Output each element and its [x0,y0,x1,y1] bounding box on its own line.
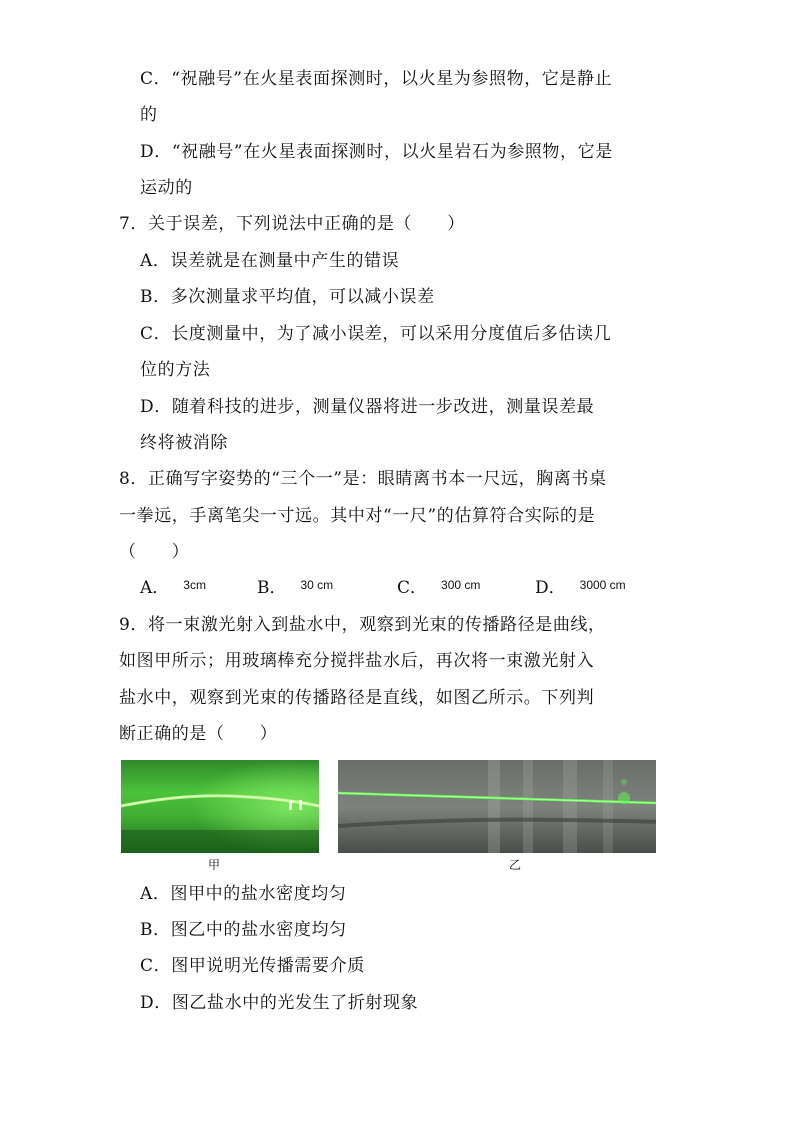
figure-yi-caption: 乙 [509,858,522,872]
q8-option-a-value: 3cm [183,578,206,592]
q9-stem-line2: 如图甲所示；用玻璃棒充分搅拌盐水后，再次将一束激光射入 [119,651,595,671]
q7-option-d-line1: D．随着科技的进步，测量仪器将进一步改进，测量误差最 [140,397,595,417]
q7-option-c-line2: 位的方法 [140,360,211,380]
q8-option-c-value: 300 cm [441,578,481,592]
q9-stem-line3: 盐水中，观察到光束的传播路径是直线，如图乙所示。下列判 [119,688,595,708]
q9-option-d: D．图乙盐水中的光发生了折射现象 [140,993,419,1013]
q9-stem-line1: 9．将一束激光射入到盐水中，观察到光束的传播路径是曲线， [119,615,606,635]
q9-stem-line4: 断正确的是（ ） [119,724,278,744]
q9-option-a: A．图甲中的盐水密度均匀 [140,884,347,904]
q7-option-b: B．多次测量求平均值，可以减小误差 [140,287,435,307]
q8-option-b-value: 30 cm [300,578,334,592]
q8-option-d-value: 3000 cm [579,578,626,592]
q6-option-d-line2: 运动的 [140,178,193,198]
q9-option-c: C．图甲说明光传播需要介质 [140,956,365,976]
figure-jia-image [121,760,319,853]
q8-option-c-letter: C． [397,578,428,598]
q7-stem: 7．关于误差，下列说法中正确的是（ ） [119,214,465,234]
q9-option-b: B．图乙中的盐水密度均匀 [140,920,347,940]
figure-jia-curved-laser [121,760,319,853]
q6-option-d-line1: D．“祝融号”在火星表面探测时，以火星岩石为参照物，它是 [140,142,613,162]
q8-option-b-letter: B． [257,578,287,598]
q8-option-d [535,577,626,600]
q8-option-b [257,577,333,600]
q7-option-d-line2: 终将被消除 [140,433,228,453]
q7-option-a: A．误差就是在测量中产生的错误 [140,251,400,271]
q8-option-d-letter: D． [535,578,566,598]
q8-stem-line1: 8．正确写字姿势的“三个一”是：眼睛离书本一尺远，胸离书桌 [119,469,607,489]
q8-stem-line3: （ ） [119,542,190,562]
figure-yi-straight-laser [338,760,656,853]
q6-option-c-line1: C．“祝融号”在火星表面探测时，以火星为参照物，它是静止 [140,69,613,89]
q8-option-a-letter: A． [140,578,170,598]
q8-option-c [397,577,480,600]
figure-yi-image [338,760,656,853]
q8-option-a [140,577,206,600]
q6-option-c-line2: 的 [140,105,158,125]
q7-option-c-line1: C．长度测量中，为了减小误差，可以采用分度值后多估读几 [140,324,612,344]
q8-options [140,577,700,601]
q8-stem-line2: 一拳远，手离笔尖一寸远。其中对“一尺”的估算符合实际的是 [119,506,596,526]
figure-jia-caption: 甲 [208,858,221,872]
